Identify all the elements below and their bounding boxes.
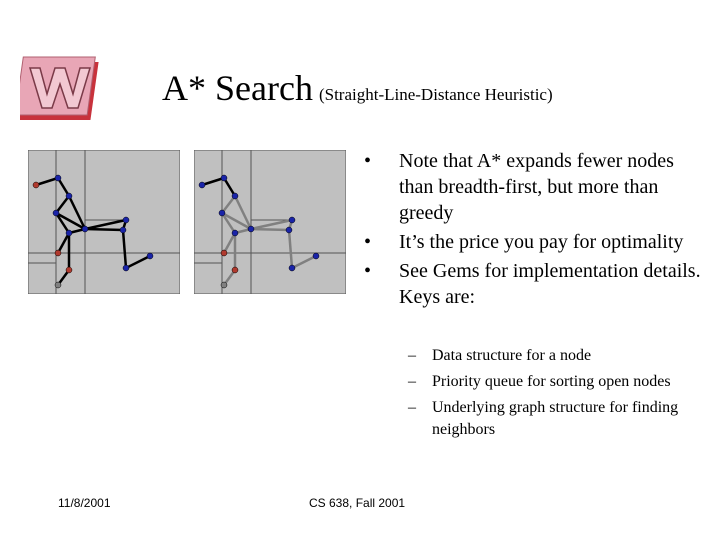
frontier-node (66, 267, 72, 273)
expanded-node (66, 230, 72, 236)
start-node (55, 282, 61, 288)
sub-bullet-item: – Data structure for a node (408, 345, 708, 367)
frontier-node (55, 250, 61, 256)
graph-edge (85, 229, 123, 230)
expanded-node (123, 265, 129, 271)
expanded-node (221, 175, 227, 181)
expanded-node (123, 217, 129, 223)
expanded-node (66, 193, 72, 199)
expanded-node (232, 193, 238, 199)
sub-bullet-item: – Underlying graph structure for finding neighbors (408, 397, 708, 441)
expanded-node (199, 182, 205, 188)
bullet-item: • It’s the price you pay for optimality (364, 229, 704, 255)
wisconsin-w-logo (20, 52, 102, 122)
graph-panel (194, 150, 346, 294)
title-subtitle: (Straight-Line-Distance Heuristic) (318, 85, 553, 104)
expanded-node (147, 253, 153, 259)
expanded-node (289, 217, 295, 223)
graph-panel (28, 150, 180, 294)
expanded-node (289, 265, 295, 271)
frontier-node (221, 250, 227, 256)
expanded-node (286, 227, 292, 233)
bullet-list (364, 148, 704, 313)
astar-graph-left (28, 150, 180, 294)
expanded-node (232, 230, 238, 236)
expanded-node (82, 226, 88, 232)
expanded-node (248, 226, 254, 232)
graph-edge (251, 229, 289, 230)
footer-course: CS 638, Fall 2001 (309, 496, 406, 510)
bullet-item: • Note that A* expands fewer nodes than breadth-first, but more than greedy (364, 148, 704, 226)
expanded-node (53, 210, 59, 216)
expanded-node (219, 210, 225, 216)
astar-graph-right (194, 150, 346, 294)
expanded-node (55, 175, 61, 181)
expanded-node (120, 227, 126, 233)
frontier-node (232, 267, 238, 273)
slide-title (162, 66, 553, 117)
start-node (221, 282, 227, 288)
frontier-node (33, 182, 39, 188)
footer-date: 11/8/2001 (58, 496, 111, 510)
sub-bullet-list (408, 345, 708, 445)
bullet-item: • See Gems for implementation details. Keys are: (364, 258, 704, 310)
title-main: A* Search (162, 68, 313, 108)
expanded-node (313, 253, 319, 259)
sub-bullet-item: – Priority queue for sorting open nodes (408, 371, 708, 393)
